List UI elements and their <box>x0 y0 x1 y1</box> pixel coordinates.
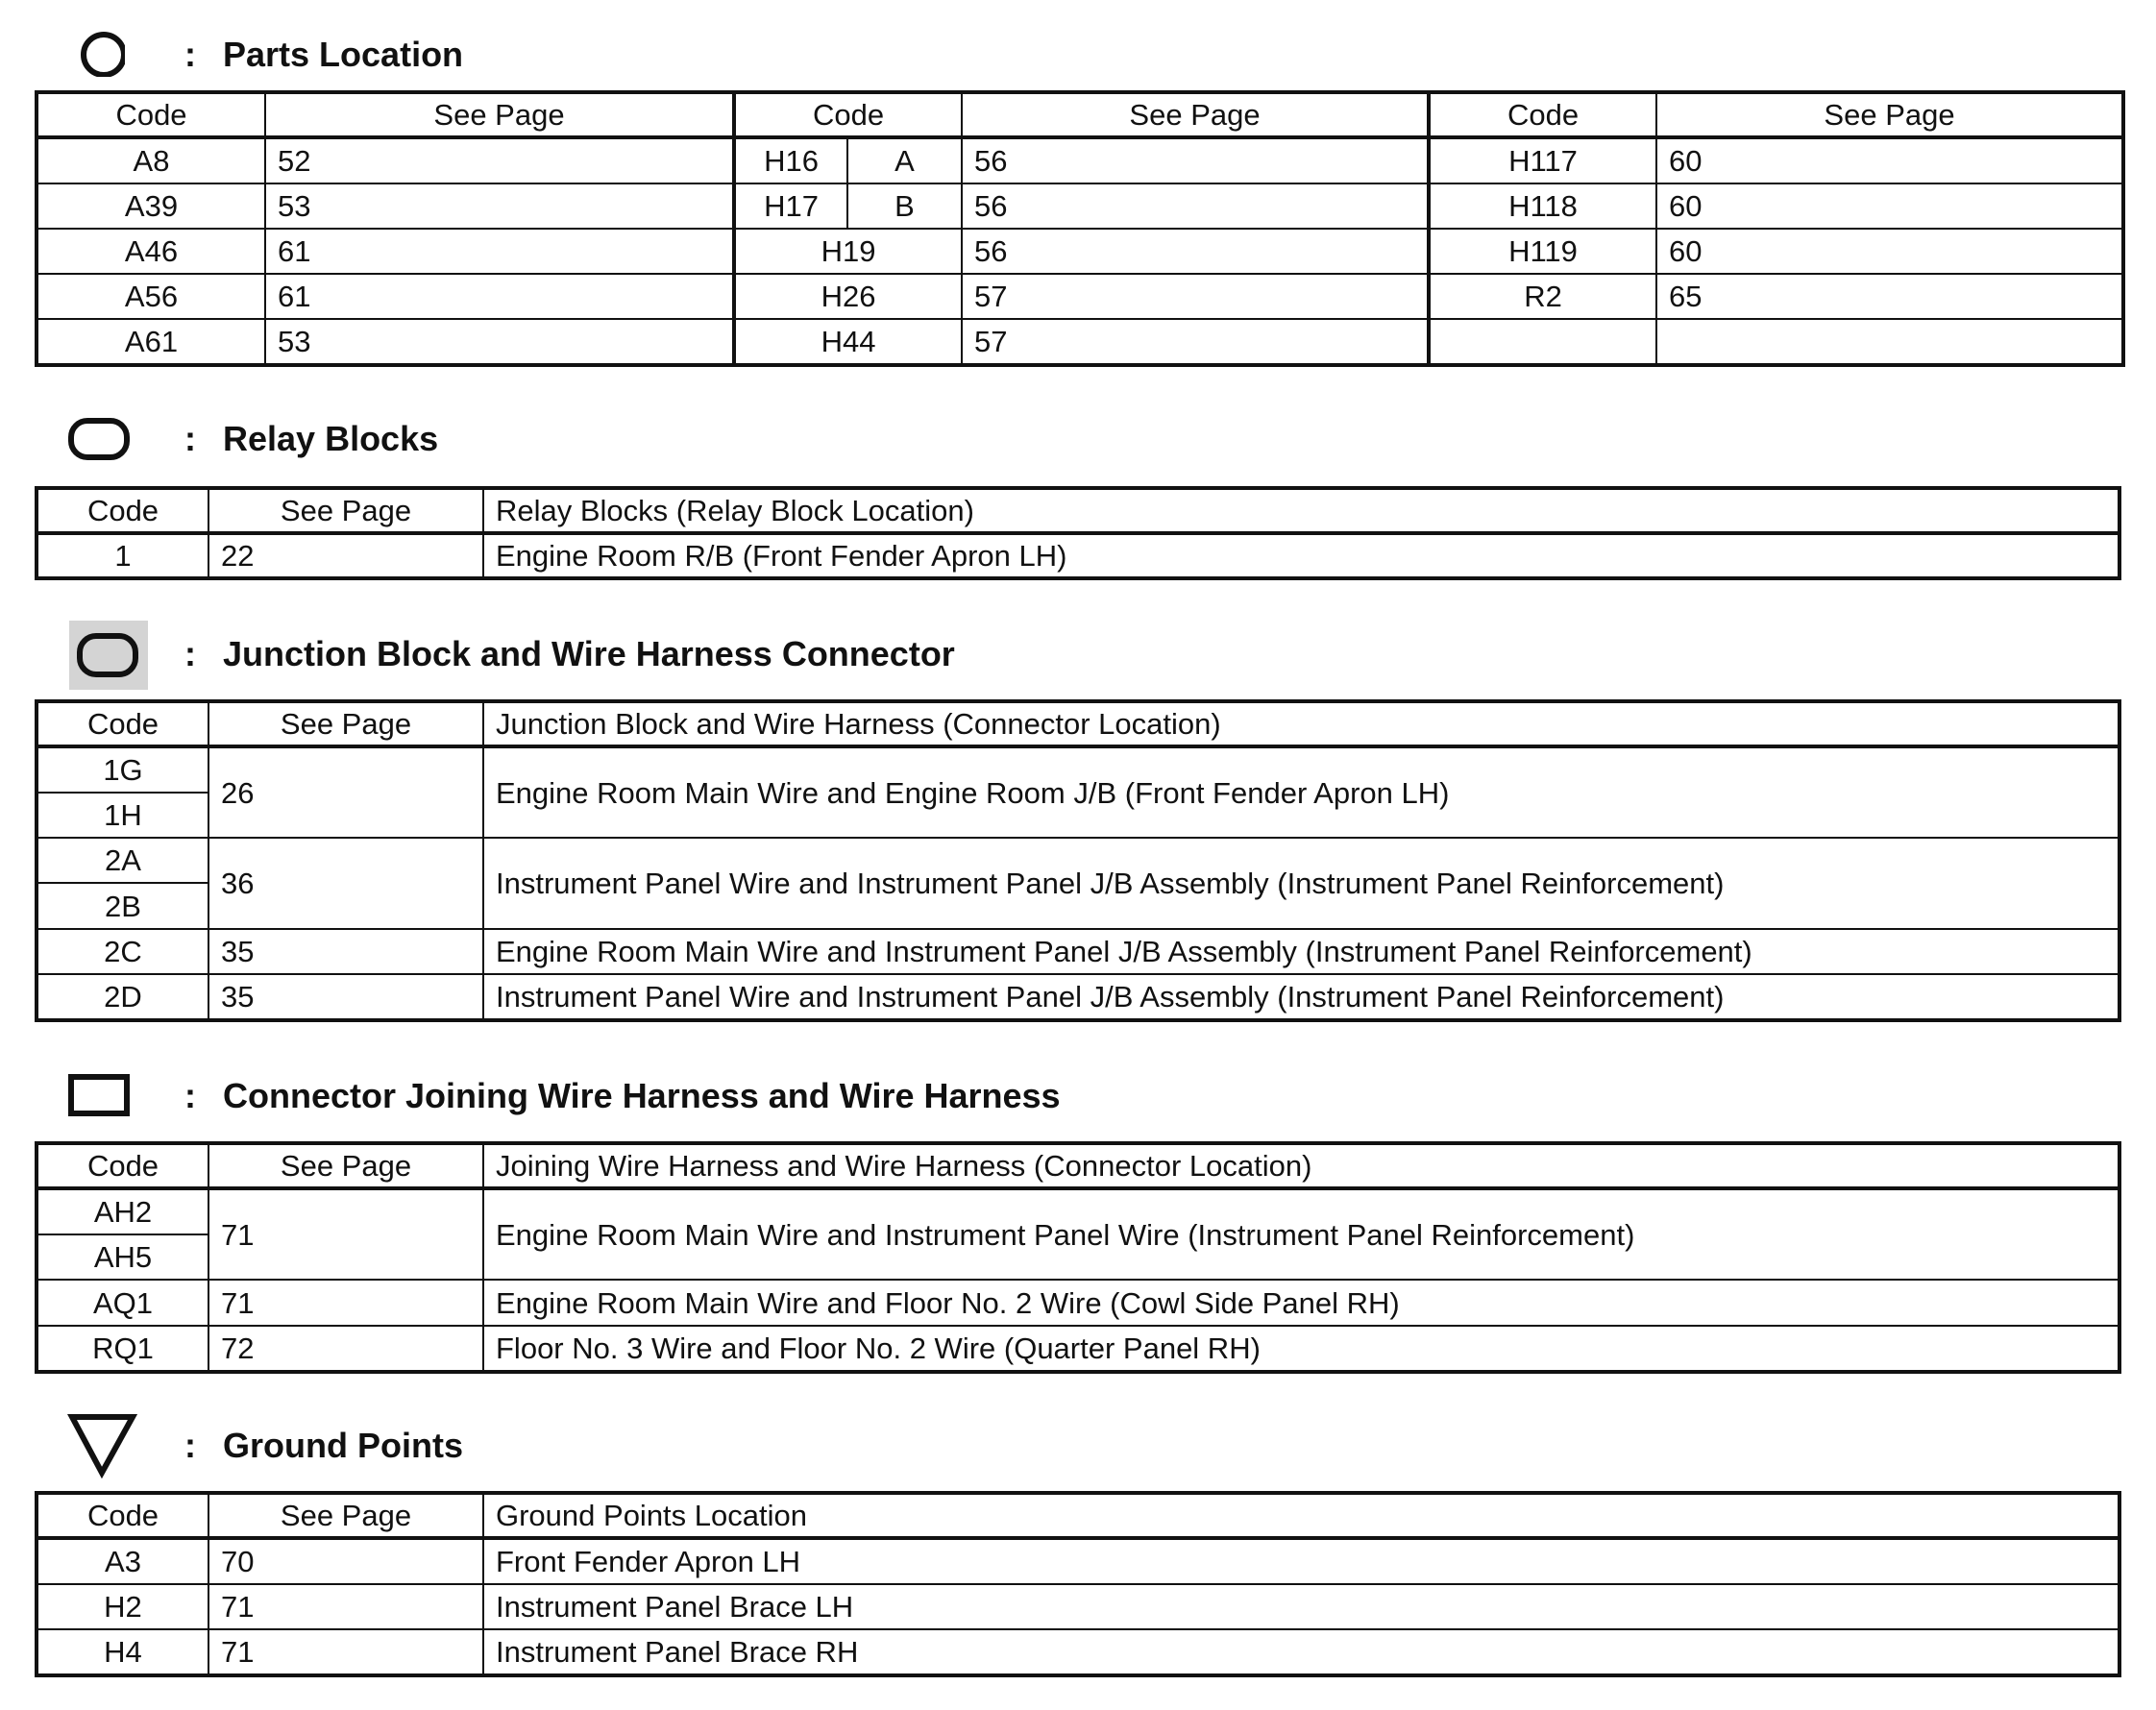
page-cell: 60 <box>1656 137 2123 183</box>
table-row <box>37 183 2123 229</box>
header-code: Code <box>37 1143 208 1188</box>
header-see-page: See Page <box>1656 92 2123 137</box>
junction-block-table <box>35 699 2121 1022</box>
shaded-rounded-rect-icon <box>67 617 154 694</box>
page-cell: 61 <box>265 229 734 274</box>
page-cell: 57 <box>962 319 1429 365</box>
code-cell: H17 <box>734 183 847 229</box>
heading-colon: : <box>184 1076 196 1115</box>
description-cell: Engine Room Main Wire and Engine Room J/B (Front Fender Apron LH) <box>483 746 2119 838</box>
connector-joining-heading <box>67 1061 1412 1137</box>
heading-colon: : <box>184 1426 196 1465</box>
code-cell: H19 <box>734 229 962 274</box>
header-description: Junction Block and Wire Harness (Connector Location) <box>483 701 2119 746</box>
header-see-page: See Page <box>208 1493 483 1538</box>
section-title: Relay Blocks <box>223 419 439 458</box>
header-see-page: See Page <box>208 1143 483 1188</box>
page-cell: 36 <box>208 838 483 928</box>
code-cell: 2D <box>37 974 208 1020</box>
code-cell: H117 <box>1429 137 1656 183</box>
header-code: Code <box>37 92 265 137</box>
code-cell: A3 <box>37 1538 208 1584</box>
description-cell: Instrument Panel Brace LH <box>483 1584 2119 1629</box>
table-row <box>37 1584 2119 1629</box>
ground-points-heading <box>67 1412 1412 1489</box>
rounded-rect-icon <box>67 403 135 461</box>
section-title: Junction Block and Wire Harness Connector <box>223 634 955 673</box>
heading-colon: : <box>184 35 196 74</box>
page-cell: 71 <box>208 1629 483 1675</box>
description-cell: Engine Room Main Wire and Floor No. 2 Wire (Cowl Side Panel RH) <box>483 1280 2119 1325</box>
table-row <box>37 274 2123 319</box>
parts-location-heading <box>67 19 1412 96</box>
heading-colon: : <box>184 419 196 458</box>
ground-points-table <box>35 1491 2121 1677</box>
header-code: Code <box>734 92 962 137</box>
code-cell: 1G <box>37 746 208 793</box>
page-cell: 57 <box>962 274 1429 319</box>
circle-icon <box>67 19 125 77</box>
header-code: Code <box>37 701 208 746</box>
table-header-row <box>37 488 2119 533</box>
table-row <box>37 974 2119 1020</box>
table-header-row <box>37 1493 2119 1538</box>
page-cell: 56 <box>962 137 1429 183</box>
code-cell: AH5 <box>37 1234 208 1280</box>
heading-colon: : <box>184 634 196 673</box>
description-cell: Floor No. 3 Wire and Floor No. 2 Wire (Quarter Panel RH) <box>483 1326 2119 1372</box>
code-cell: 1H <box>37 793 208 838</box>
table-row <box>37 1280 2119 1325</box>
code-cell: H44 <box>734 319 962 365</box>
table-header-row <box>37 92 2123 137</box>
page-cell: 53 <box>265 319 734 365</box>
table-row <box>37 319 2123 365</box>
code-cell: H118 <box>1429 183 1656 229</box>
page-cell: 71 <box>208 1280 483 1325</box>
code-cell: A61 <box>37 319 265 365</box>
section-title: Connector Joining Wire Harness and Wire Harness <box>223 1076 1061 1115</box>
header-see-page: See Page <box>208 488 483 533</box>
page-cell: 71 <box>208 1188 483 1280</box>
table-row <box>37 533 2119 578</box>
code-cell <box>1429 319 1656 365</box>
code-cell: A56 <box>37 274 265 319</box>
code-cell: RQ1 <box>37 1326 208 1372</box>
header-code: Code <box>37 1493 208 1538</box>
code-suffix-cell: A <box>847 137 962 183</box>
description-cell: Instrument Panel Wire and Instrument Panel J/B Assembly (Instrument Panel Reinforcement) <box>483 974 2119 1020</box>
section-title: Parts Location <box>223 35 464 74</box>
table-header-row <box>37 1143 2119 1188</box>
header-code: Code <box>1429 92 1656 137</box>
page-cell: 72 <box>208 1326 483 1372</box>
code-cell: A39 <box>37 183 265 229</box>
connector-joining-table <box>35 1141 2121 1374</box>
parts-location-table <box>35 90 2125 367</box>
description-cell: Front Fender Apron LH <box>483 1538 2119 1584</box>
table-header-row <box>37 701 2119 746</box>
table-row <box>37 137 2123 183</box>
code-cell: AQ1 <box>37 1280 208 1325</box>
header-description: Joining Wire Harness and Wire Harness (Connector Location) <box>483 1143 2119 1188</box>
triangle-icon <box>67 1412 144 1479</box>
page-cell: 65 <box>1656 274 2123 319</box>
header-see-page: See Page <box>962 92 1429 137</box>
header-description: Ground Points Location <box>483 1493 2119 1538</box>
code-cell: A8 <box>37 137 265 183</box>
table-row <box>37 1629 2119 1675</box>
page-cell: 71 <box>208 1584 483 1629</box>
code-cell: R2 <box>1429 274 1656 319</box>
code-cell: H26 <box>734 274 962 319</box>
header-see-page: See Page <box>208 701 483 746</box>
code-cell: H4 <box>37 1629 208 1675</box>
header-code: Code <box>37 488 208 533</box>
description-cell: Engine Room Main Wire and Instrument Panel J/B Assembly (Instrument Panel Reinforcement) <box>483 929 2119 974</box>
table-row <box>37 1538 2119 1584</box>
code-cell: AH2 <box>37 1188 208 1234</box>
relay-blocks-heading <box>67 403 1412 480</box>
code-cell: A46 <box>37 229 265 274</box>
table-row <box>37 929 2119 974</box>
page-cell: 60 <box>1656 183 2123 229</box>
header-see-page: See Page <box>265 92 734 137</box>
page-cell: 35 <box>208 929 483 974</box>
table-row <box>37 1326 2119 1372</box>
page-cell: 56 <box>962 229 1429 274</box>
code-cell: H2 <box>37 1584 208 1629</box>
page-cell <box>1656 319 2123 365</box>
table-row <box>37 1188 2119 1234</box>
table-row <box>37 746 2119 793</box>
page-cell: 26 <box>208 746 483 838</box>
page-cell: 61 <box>265 274 734 319</box>
page-cell: 60 <box>1656 229 2123 274</box>
section-title: Ground Points <box>223 1426 463 1465</box>
page-cell: 53 <box>265 183 734 229</box>
junction-block-heading <box>67 617 1412 694</box>
code-cell: 2B <box>37 883 208 928</box>
code-suffix-cell: B <box>847 183 962 229</box>
code-cell: 1 <box>37 533 208 578</box>
code-cell: 2C <box>37 929 208 974</box>
page-cell: 52 <box>265 137 734 183</box>
page-cell: 70 <box>208 1538 483 1584</box>
relay-blocks-table <box>35 486 2121 580</box>
table-row <box>37 838 2119 883</box>
page-cell: 35 <box>208 974 483 1020</box>
description-cell: Engine Room R/B (Front Fender Apron LH) <box>483 533 2119 578</box>
page-cell: 22 <box>208 533 483 578</box>
page-cell: 56 <box>962 183 1429 229</box>
description-cell: Engine Room Main Wire and Instrument Panel Wire (Instrument Panel Reinforcement) <box>483 1188 2119 1280</box>
table-row <box>37 229 2123 274</box>
code-cell: 2A <box>37 838 208 883</box>
description-cell: Instrument Panel Wire and Instrument Panel J/B Assembly (Instrument Panel Reinforcement) <box>483 838 2119 928</box>
description-cell: Instrument Panel Brace RH <box>483 1629 2119 1675</box>
header-description: Relay Blocks (Relay Block Location) <box>483 488 2119 533</box>
code-cell: H119 <box>1429 229 1656 274</box>
rectangle-icon <box>67 1061 135 1118</box>
code-cell: H16 <box>734 137 847 183</box>
